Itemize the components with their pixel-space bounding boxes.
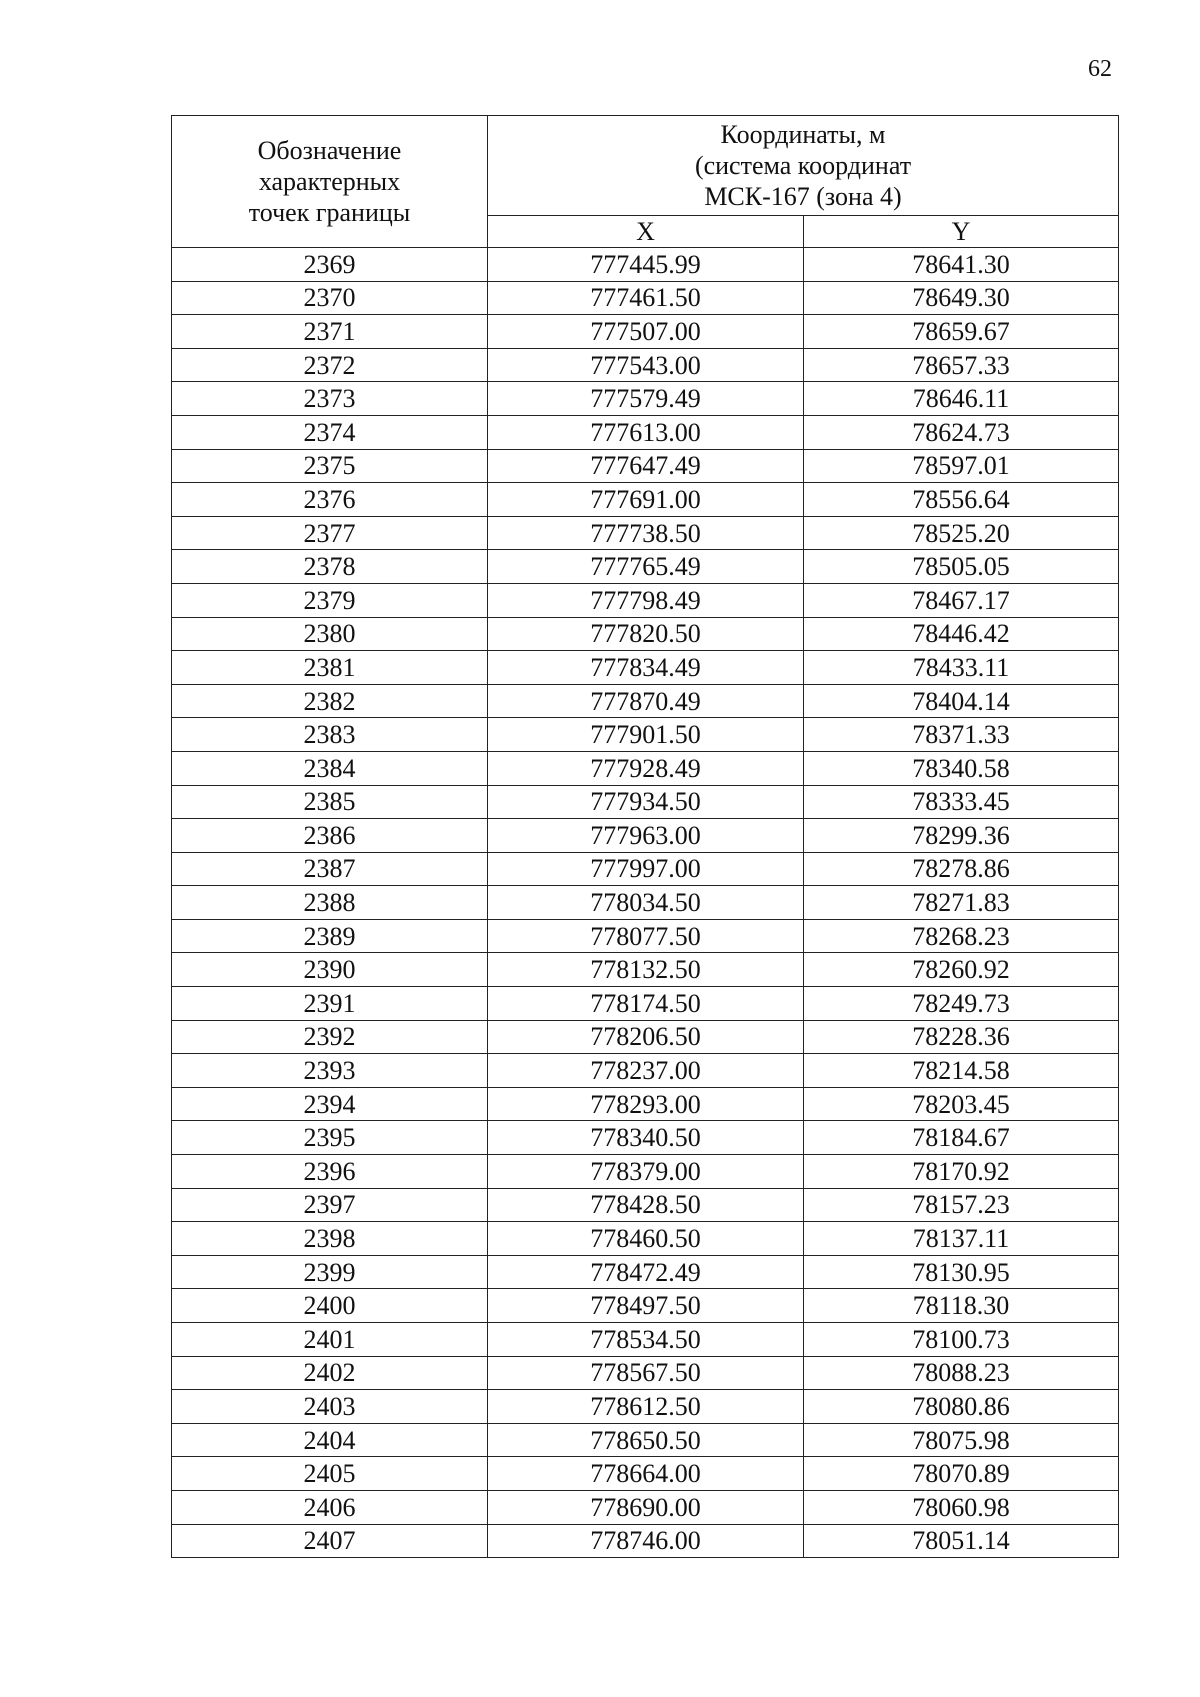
cell-point: 2405 bbox=[172, 1457, 488, 1491]
cell-point: 2377 bbox=[172, 516, 488, 550]
table-row bbox=[172, 919, 1119, 953]
cell-y: 78646.11 bbox=[804, 382, 1119, 416]
cell-x: 777901.50 bbox=[488, 718, 804, 752]
table-row bbox=[172, 415, 1119, 449]
cell-y: 78505.05 bbox=[804, 550, 1119, 584]
page-number: 62 bbox=[1088, 56, 1112, 82]
cell-y: 78051.14 bbox=[804, 1524, 1119, 1558]
cell-x: 777765.49 bbox=[488, 550, 804, 584]
cell-point: 2396 bbox=[172, 1155, 488, 1189]
table-row bbox=[172, 953, 1119, 987]
cell-x: 778534.50 bbox=[488, 1323, 804, 1357]
cell-x: 778340.50 bbox=[488, 1121, 804, 1155]
table-row bbox=[172, 550, 1119, 584]
cell-x: 777798.49 bbox=[488, 583, 804, 617]
cell-y: 78130.95 bbox=[804, 1255, 1119, 1289]
cell-point: 2391 bbox=[172, 987, 488, 1021]
cell-x: 777738.50 bbox=[488, 516, 804, 550]
table-row bbox=[172, 281, 1119, 315]
cell-y: 78137.11 bbox=[804, 1222, 1119, 1256]
cell-y: 78157.23 bbox=[804, 1188, 1119, 1222]
table-row bbox=[172, 651, 1119, 685]
cell-point: 2389 bbox=[172, 919, 488, 953]
cell-y: 78657.33 bbox=[804, 348, 1119, 382]
cell-y: 78649.30 bbox=[804, 281, 1119, 315]
cell-y: 78597.01 bbox=[804, 449, 1119, 483]
cell-point: 2387 bbox=[172, 852, 488, 886]
table-row bbox=[172, 1121, 1119, 1155]
cell-y: 78446.42 bbox=[804, 617, 1119, 651]
table-row bbox=[172, 617, 1119, 651]
cell-point: 2383 bbox=[172, 718, 488, 752]
cell-y: 78659.67 bbox=[804, 315, 1119, 349]
cell-x: 778460.50 bbox=[488, 1222, 804, 1256]
table-row bbox=[172, 819, 1119, 853]
table-row bbox=[172, 852, 1119, 886]
cell-point: 2386 bbox=[172, 819, 488, 853]
cell-point: 2382 bbox=[172, 684, 488, 718]
cell-y: 78118.30 bbox=[804, 1289, 1119, 1323]
header-point-designation-text: Обозначение характерных точек границы bbox=[248, 136, 411, 227]
cell-x: 777997.00 bbox=[488, 852, 804, 886]
cell-y: 78203.45 bbox=[804, 1087, 1119, 1121]
table-row bbox=[172, 1289, 1119, 1323]
cell-x: 778690.00 bbox=[488, 1490, 804, 1524]
cell-y: 78075.98 bbox=[804, 1423, 1119, 1457]
cell-x: 778034.50 bbox=[488, 886, 804, 920]
coordinates-table bbox=[171, 115, 1119, 1558]
cell-x: 777647.49 bbox=[488, 449, 804, 483]
cell-y: 78060.98 bbox=[804, 1490, 1119, 1524]
header-point-designation bbox=[172, 116, 488, 248]
table-row bbox=[172, 751, 1119, 785]
table-row bbox=[172, 1222, 1119, 1256]
cell-x: 778379.00 bbox=[488, 1155, 804, 1189]
cell-x: 777579.49 bbox=[488, 382, 804, 416]
cell-y: 78249.73 bbox=[804, 987, 1119, 1021]
table-row bbox=[172, 1020, 1119, 1054]
table-row bbox=[172, 886, 1119, 920]
cell-x: 777963.00 bbox=[488, 819, 804, 853]
cell-point: 2379 bbox=[172, 583, 488, 617]
cell-x: 778497.50 bbox=[488, 1289, 804, 1323]
cell-point: 2402 bbox=[172, 1356, 488, 1390]
cell-y: 78088.23 bbox=[804, 1356, 1119, 1390]
cell-x: 777870.49 bbox=[488, 684, 804, 718]
cell-point: 2370 bbox=[172, 281, 488, 315]
cell-x: 778567.50 bbox=[488, 1356, 804, 1390]
cell-x: 778132.50 bbox=[488, 953, 804, 987]
table-row bbox=[172, 684, 1119, 718]
cell-y: 78080.86 bbox=[804, 1390, 1119, 1424]
cell-point: 2403 bbox=[172, 1390, 488, 1424]
table-row bbox=[172, 348, 1119, 382]
cell-x: 778650.50 bbox=[488, 1423, 804, 1457]
cell-point: 2378 bbox=[172, 550, 488, 584]
table-body bbox=[172, 248, 1119, 1558]
cell-point: 2375 bbox=[172, 449, 488, 483]
table-row bbox=[172, 718, 1119, 752]
cell-point: 2404 bbox=[172, 1423, 488, 1457]
cell-y: 78467.17 bbox=[804, 583, 1119, 617]
table-row bbox=[172, 785, 1119, 819]
cell-x: 777507.00 bbox=[488, 315, 804, 349]
cell-x: 777445.99 bbox=[488, 248, 804, 282]
header-coordinates: Координаты, м (система координат МСК-167 (зона 4) bbox=[488, 116, 1119, 216]
cell-point: 2398 bbox=[172, 1222, 488, 1256]
table-row bbox=[172, 1155, 1119, 1189]
cell-y: 78268.23 bbox=[804, 919, 1119, 953]
cell-x: 778237.00 bbox=[488, 1054, 804, 1088]
table-row bbox=[172, 1423, 1119, 1457]
cell-point: 2406 bbox=[172, 1490, 488, 1524]
table-row bbox=[172, 1524, 1119, 1558]
cell-y: 78433.11 bbox=[804, 651, 1119, 685]
cell-point: 2376 bbox=[172, 483, 488, 517]
cell-point: 2407 bbox=[172, 1524, 488, 1558]
cell-x: 778174.50 bbox=[488, 987, 804, 1021]
cell-x: 777934.50 bbox=[488, 785, 804, 819]
cell-point: 2372 bbox=[172, 348, 488, 382]
cell-x: 777928.49 bbox=[488, 751, 804, 785]
cell-point: 2400 bbox=[172, 1289, 488, 1323]
table-row bbox=[172, 1323, 1119, 1357]
cell-y: 78525.20 bbox=[804, 516, 1119, 550]
cell-y: 78184.67 bbox=[804, 1121, 1119, 1155]
cell-y: 78100.73 bbox=[804, 1323, 1119, 1357]
cell-x: 777834.49 bbox=[488, 651, 804, 685]
cell-y: 78371.33 bbox=[804, 718, 1119, 752]
cell-y: 78271.83 bbox=[804, 886, 1119, 920]
table-row bbox=[172, 1490, 1119, 1524]
table-row bbox=[172, 449, 1119, 483]
cell-y: 78070.89 bbox=[804, 1457, 1119, 1491]
table-row bbox=[172, 1356, 1119, 1390]
cell-y: 78260.92 bbox=[804, 953, 1119, 987]
cell-x: 777691.00 bbox=[488, 483, 804, 517]
cell-point: 2390 bbox=[172, 953, 488, 987]
cell-y: 78624.73 bbox=[804, 415, 1119, 449]
cell-x: 778472.49 bbox=[488, 1255, 804, 1289]
table-row bbox=[172, 583, 1119, 617]
cell-point: 2394 bbox=[172, 1087, 488, 1121]
cell-point: 2399 bbox=[172, 1255, 488, 1289]
cell-x: 778746.00 bbox=[488, 1524, 804, 1558]
cell-y: 78340.58 bbox=[804, 751, 1119, 785]
table-row bbox=[172, 382, 1119, 416]
cell-y: 78641.30 bbox=[804, 248, 1119, 282]
cell-point: 2393 bbox=[172, 1054, 488, 1088]
table-row bbox=[172, 987, 1119, 1021]
cell-point: 2397 bbox=[172, 1188, 488, 1222]
table-row bbox=[172, 1054, 1119, 1088]
table-row bbox=[172, 1390, 1119, 1424]
cell-y: 78228.36 bbox=[804, 1020, 1119, 1054]
cell-point: 2384 bbox=[172, 751, 488, 785]
table-row bbox=[172, 516, 1119, 550]
cell-y: 78556.64 bbox=[804, 483, 1119, 517]
cell-y: 78170.92 bbox=[804, 1155, 1119, 1189]
cell-x: 777613.00 bbox=[488, 415, 804, 449]
table-row bbox=[172, 1087, 1119, 1121]
cell-y: 78299.36 bbox=[804, 819, 1119, 853]
cell-x: 777820.50 bbox=[488, 617, 804, 651]
cell-x: 778206.50 bbox=[488, 1020, 804, 1054]
table-row bbox=[172, 1188, 1119, 1222]
cell-x: 778664.00 bbox=[488, 1457, 804, 1491]
table-row bbox=[172, 315, 1119, 349]
cell-x: 778612.50 bbox=[488, 1390, 804, 1424]
cell-point: 2374 bbox=[172, 415, 488, 449]
cell-point: 2392 bbox=[172, 1020, 488, 1054]
cell-y: 78404.14 bbox=[804, 684, 1119, 718]
cell-y: 78333.45 bbox=[804, 785, 1119, 819]
header-y: Y bbox=[804, 215, 1119, 248]
table-header bbox=[172, 116, 1119, 248]
table-row bbox=[172, 248, 1119, 282]
cell-point: 2395 bbox=[172, 1121, 488, 1155]
cell-point: 2373 bbox=[172, 382, 488, 416]
cell-point: 2385 bbox=[172, 785, 488, 819]
cell-point: 2381 bbox=[172, 651, 488, 685]
cell-x: 778293.00 bbox=[488, 1087, 804, 1121]
table-row bbox=[172, 1255, 1119, 1289]
header-x: X bbox=[488, 215, 804, 248]
cell-point: 2388 bbox=[172, 886, 488, 920]
cell-y: 78214.58 bbox=[804, 1054, 1119, 1088]
cell-x: 778077.50 bbox=[488, 919, 804, 953]
cell-point: 2380 bbox=[172, 617, 488, 651]
cell-y: 78278.86 bbox=[804, 852, 1119, 886]
cell-point: 2369 bbox=[172, 248, 488, 282]
cell-x: 777461.50 bbox=[488, 281, 804, 315]
cell-point: 2371 bbox=[172, 315, 488, 349]
cell-point: 2401 bbox=[172, 1323, 488, 1357]
cell-x: 778428.50 bbox=[488, 1188, 804, 1222]
table-row bbox=[172, 483, 1119, 517]
cell-x: 777543.00 bbox=[488, 348, 804, 382]
table-row bbox=[172, 1457, 1119, 1491]
